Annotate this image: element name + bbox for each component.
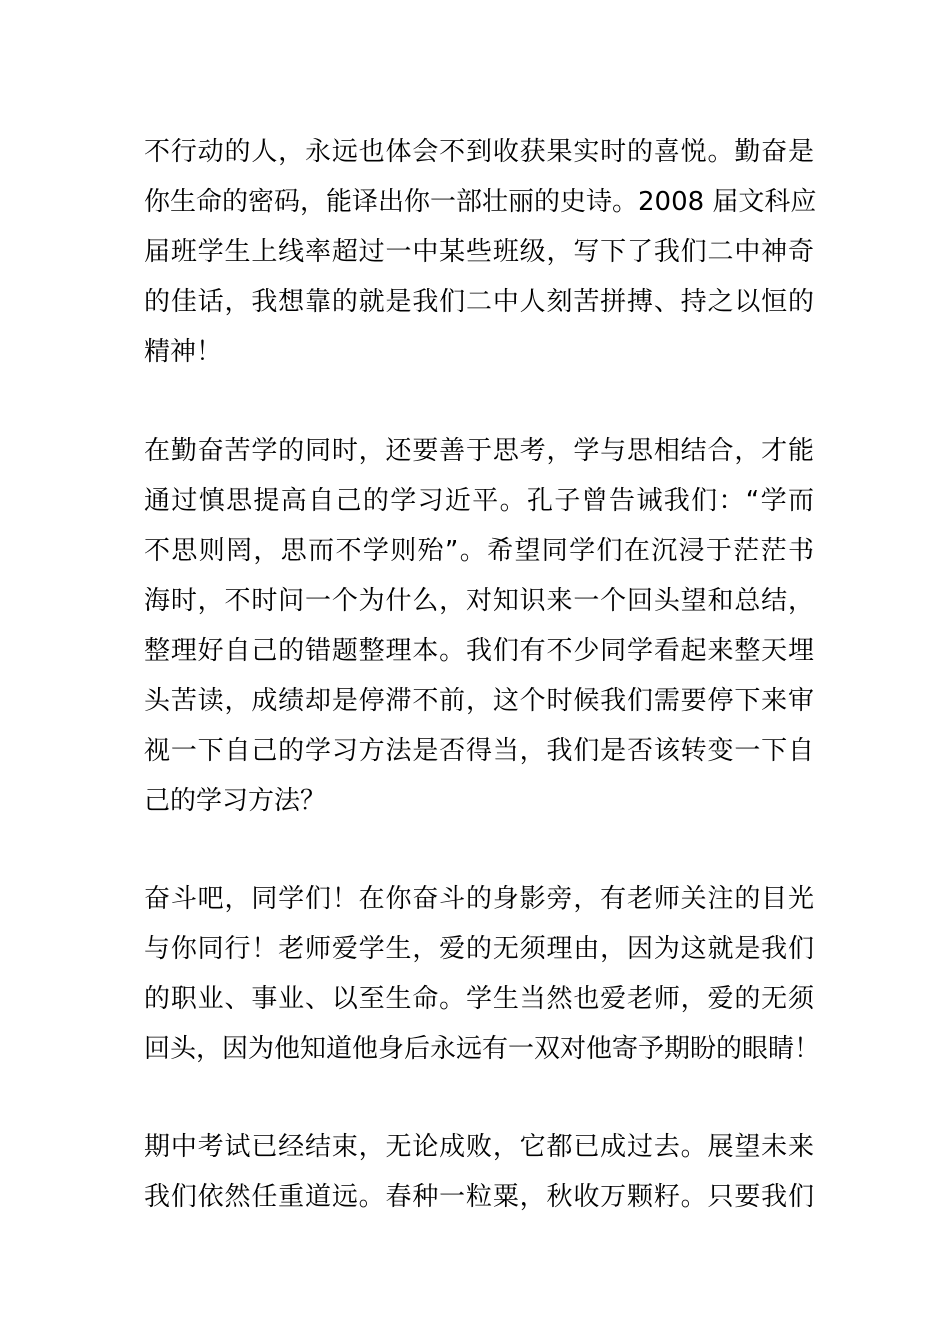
text-line: 回头，因为他知道他身后永远有一双对他寄予期盼的眼睛！ <box>144 1034 821 1064</box>
text-line: 届班学生上线率超过一中某些班级，写下了我们二中神奇 <box>144 237 814 267</box>
text-line: 的职业、事业、以至生命。学生当然也爱老师，爱的无须 <box>144 984 814 1014</box>
text-line: 己的学习方法？ <box>144 786 327 816</box>
text-line: 的佳话，我想靠的就是我们二中人刻苦拼搏、持之以恒的 <box>144 287 814 317</box>
text-line: 不思则罔，思而不学则殆”。希望同学们在沉浸于茫茫书 <box>144 536 814 566</box>
text-line: 头苦读，成绩却是停滞不前，这个时候我们需要停下来审 <box>144 686 814 716</box>
text-line: 海时，不时问一个为什么，对知识来一个回头望和总结， <box>144 586 814 616</box>
text-line: 不行动的人，永远也体会不到收获果实时的喜悦。勤奋是 <box>144 137 814 167</box>
paragraph-diligence <box>144 127 817 377</box>
paragraph-exam <box>144 1122 814 1222</box>
text-line: 整理好自己的错题整理本。我们有不少同学看起来整天埋 <box>144 636 814 666</box>
text-line: 期中考试已经结束，无论成败，它都已成过去。展望未来 <box>144 1132 814 1162</box>
paragraph-thinking <box>144 426 814 826</box>
text-line: 我们依然任重道远。春种一粒粟，秋收万颗籽。只要我们 <box>144 1182 814 1212</box>
text-line: 与你同行！老师爱学生，爱的无须理由，因为这就是我们 <box>144 934 814 964</box>
paragraph-teachers <box>144 874 821 1074</box>
text-line: 精神！ <box>144 337 223 367</box>
text-line: 视一下自己的学习方法是否得当，我们是否该转变一下自 <box>144 736 814 766</box>
text-line: 通过慎思提高自己的学习近平。孔子曾告诫我们：“学而 <box>144 486 814 516</box>
text-line: 你生命的密码，能译出你一部壮丽的史诗。2008 届文科应 <box>144 187 817 217</box>
text-line: 在勤奋苦学的同时，还要善于思考，学与思相结合，才能 <box>144 436 814 466</box>
text-line: 奋斗吧，同学们！在你奋斗的身影旁，有老师关注的目光 <box>144 884 814 914</box>
